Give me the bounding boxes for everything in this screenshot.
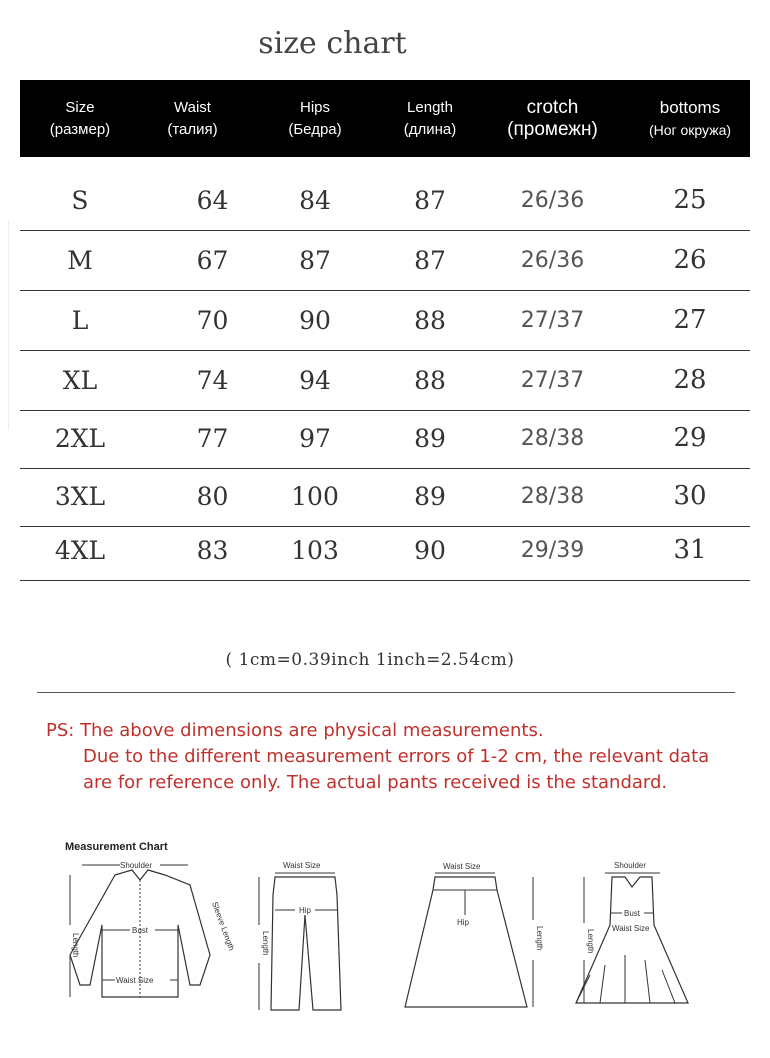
cell-hips: 97 — [299, 423, 331, 453]
cell-waist: 64 — [196, 185, 229, 215]
cell-crotch: 26/36 — [520, 247, 585, 273]
cell-length: 87 — [414, 245, 446, 275]
pants-waist-label: Waist Size — [283, 861, 321, 870]
pants-length-label: Length — [261, 931, 270, 956]
table-row — [20, 466, 750, 527]
cell-hips: 103 — [291, 535, 339, 565]
cell-length: 87 — [414, 185, 446, 215]
cell-hips: 84 — [299, 185, 331, 215]
skirt-length-label: Length — [535, 926, 544, 951]
cell-crotch: 27/37 — [520, 307, 585, 333]
cell-hips: 94 — [299, 365, 331, 395]
header-length — [380, 80, 480, 157]
cell-hips: 100 — [291, 481, 339, 511]
cell-length: 89 — [414, 423, 446, 453]
skirt-hip-label: Hip — [457, 918, 470, 927]
header-hips — [260, 80, 370, 157]
header-crotch — [485, 80, 620, 157]
header-bottoms-en: bottoms — [659, 97, 721, 117]
pants-hip-label: Hip — [299, 906, 312, 915]
cell-bottoms: 30 — [673, 481, 707, 511]
header-bottoms — [630, 80, 750, 157]
shirt-waist-label: Waist Size — [116, 976, 154, 985]
cell-size: M — [67, 245, 93, 275]
cell-waist: 80 — [196, 481, 229, 511]
cell-crotch: 28/38 — [520, 425, 585, 451]
cell-hips: 87 — [299, 245, 331, 275]
cell-bottoms: 31 — [673, 535, 707, 565]
cell-crotch: 29/39 — [520, 537, 585, 563]
header-crotch-en: crotch — [526, 96, 579, 118]
dress-length-label: Length — [586, 929, 595, 954]
table-row — [20, 290, 750, 351]
measurement-chart-title: Measurement Chart — [65, 841, 168, 853]
cell-waist: 74 — [196, 365, 229, 395]
cell-size: 2XL — [54, 423, 106, 453]
cell-crotch: 28/38 — [520, 483, 585, 509]
header-waist — [140, 80, 245, 157]
header-length-en: Length — [407, 98, 453, 116]
cell-size: S — [71, 185, 89, 215]
dress-measurement-diagram — [570, 835, 700, 1010]
skirt-waist-label: Waist Size — [443, 862, 481, 871]
table-row — [20, 350, 750, 411]
divider — [37, 692, 735, 693]
ps-line-3: are for reference only. The actual pants received is the standard. — [83, 772, 668, 793]
dress-waist-label: Waist Size — [612, 924, 650, 933]
dress-bust-label: Bust — [624, 909, 641, 918]
ps-line-2: Due to the different measurement errors of 1-2 cm, the relevant data — [83, 746, 710, 767]
cell-bottoms: 25 — [673, 185, 707, 215]
cell-length: 89 — [414, 481, 446, 511]
header-waist-ru: (талия) — [167, 120, 218, 138]
cell-waist: 83 — [196, 535, 229, 565]
shirt-sleeve-label: Sleeve Length — [210, 900, 237, 952]
pants-measurement-diagram — [245, 835, 355, 1010]
size-table-header — [20, 80, 750, 157]
header-crotch-ru: (промежн) — [507, 118, 598, 140]
table-row — [20, 408, 750, 469]
cell-size: L — [71, 305, 89, 335]
cell-bottoms: 29 — [673, 423, 707, 453]
ps-line-1: PS: The above dimensions are physical measurements. — [46, 720, 544, 741]
table-row — [20, 520, 750, 581]
cell-length: 88 — [414, 365, 446, 395]
left-edge-line — [8, 220, 9, 430]
cell-crotch: 26/36 — [520, 187, 585, 213]
header-size-ru: (размер) — [49, 120, 111, 138]
cell-crotch: 27/37 — [520, 367, 585, 393]
header-bottoms-ru: (Ног окружа) — [648, 121, 732, 138]
cell-bottoms: 28 — [673, 365, 707, 395]
shirt-length-label: Length — [71, 933, 80, 958]
header-length-ru: (длина) — [403, 120, 457, 138]
cell-bottoms: 26 — [673, 245, 707, 275]
cell-length: 90 — [414, 535, 446, 565]
cell-length: 88 — [414, 305, 446, 335]
shirt-measurement-diagram — [60, 835, 237, 1010]
unit-conversion: ( 1cm=0.39inch 1inch=2.54cm) — [225, 650, 515, 670]
header-waist-en: Waist — [174, 98, 211, 116]
shirt-shoulder-label: Shoulder — [120, 861, 153, 870]
header-size — [20, 80, 140, 157]
cell-size: XL — [62, 365, 98, 395]
header-size-en: Size — [65, 98, 95, 116]
shirt-bust-label: Bust — [132, 926, 149, 935]
cell-size: 3XL — [54, 481, 106, 511]
cell-waist: 77 — [196, 423, 229, 453]
cell-size: 4XL — [54, 535, 106, 565]
skirt-measurement-diagram — [405, 835, 555, 1010]
cell-bottoms: 27 — [673, 305, 707, 335]
cell-waist: 67 — [196, 245, 229, 275]
page-title: size chart — [258, 26, 407, 61]
header-hips-ru: (Бедра) — [288, 120, 342, 138]
header-hips-en: Hips — [299, 98, 330, 116]
table-row — [20, 170, 750, 231]
cell-waist: 70 — [196, 305, 229, 335]
cell-hips: 90 — [299, 305, 331, 335]
table-row — [20, 230, 750, 291]
dress-shoulder-label: Shoulder — [614, 861, 647, 870]
